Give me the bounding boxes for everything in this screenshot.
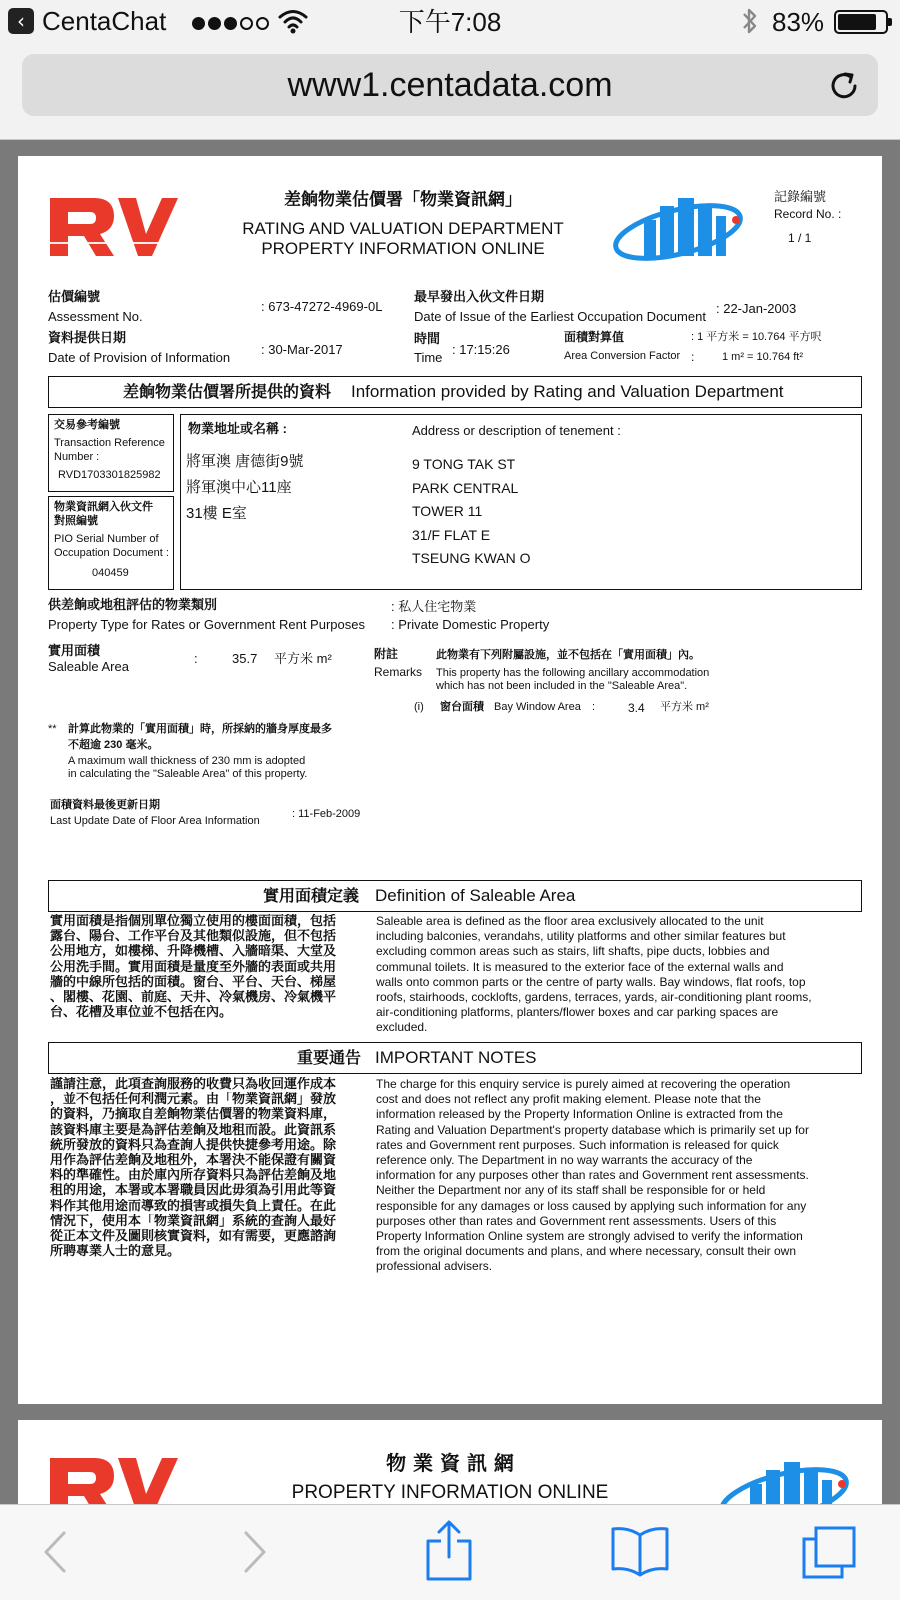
notes-line-zh: 料作其他用途而導致的損害或損失負上責任。在此 [50, 1198, 337, 1214]
property-type-value-en: : Private Domestic Property [391, 617, 550, 632]
address-line-en: 31/F FLAT E [412, 526, 491, 543]
notes-line-en: The charge for this enquiry service is purely aimed at recovering the operation [376, 1077, 791, 1091]
property-type-value-zh: : 私人住宅物業 [391, 599, 477, 614]
back-to-app-label[interactable]: CentaChat [42, 6, 167, 36]
area-conversion-label-en: Area Conversion Factor [564, 350, 681, 362]
info-section-title-en: Information provided by Rating and Valuation Department [351, 382, 784, 401]
bluetooth-icon [740, 6, 760, 36]
assessment-label-zh: 估價編號 [48, 289, 101, 304]
bay-window-unit: 平方米 m² [660, 701, 709, 713]
notes-line-en: Rating and Valuation Department's property database which is primarily set up for [376, 1122, 809, 1137]
pio-serial-label-zh-1: 物業資訊網入伙文件 [54, 501, 153, 513]
definition-line-zh: 、閣樓、花園、前庭、天井、冷氣機房、冷氣機平 [50, 990, 337, 1006]
url-text[interactable]: www1.centadata.com [287, 66, 613, 104]
address-label-zh: 物業地址或名稱 : [188, 421, 287, 436]
definition-line-en: communal toilets. It is measured to the exterior face of the external walls and [376, 959, 784, 974]
tabs-icon[interactable] [800, 1525, 858, 1581]
browser-address-area [0, 44, 900, 140]
header-title-en-1: RATING AND VALUATION DEPARTMENT [242, 219, 564, 238]
area-conversion-value-en: 1 m² = 10.764 ft² [722, 351, 804, 363]
definition-line-zh: 台、花槽及車位並不包括在內。 [50, 1005, 233, 1021]
time-label-zh: 時間 [414, 331, 441, 346]
notes-line-zh: ，並不包括任何利潤元素。由「物業資訊網」發放 [50, 1092, 337, 1108]
pio-serial-value: 040459 [92, 567, 129, 579]
notes-line-en: Neither the Department nor any of its staff shall be responsible for or held [376, 1183, 766, 1198]
last-update-value: : 11-Feb-2009 [292, 808, 361, 820]
notes-line-zh: 用作為評估差餉及地租外，本署決不能保證有關資 [50, 1153, 337, 1169]
time-value: : 17:15:26 [452, 342, 510, 357]
header-title-en-2: PROPERTY INFORMATION ONLINE [261, 239, 545, 258]
notes-line-zh: 該資料庫主要是為評估差餉及地租而設。此資訊系 [50, 1122, 337, 1138]
notes-text-en [376, 1077, 860, 1275]
notes-line-zh: 謹請注意，此項查詢服務的收費只為收回運作成本 [50, 1077, 337, 1092]
clock: 下午7:08 [398, 7, 502, 37]
definition-title-en: Definition of Saleable Area [375, 886, 576, 905]
forward-icon[interactable] [240, 1527, 270, 1577]
area-conversion-label-zh: 面積對算值 [564, 330, 625, 344]
provision-date-label-zh: 資料提供日期 [48, 330, 127, 345]
saleable-area-unit: 平方米 m² [274, 651, 332, 666]
transaction-label-en-1: Transaction Reference [54, 437, 165, 449]
transaction-label-zh: 交易參考編號 [54, 419, 120, 431]
definition-line-zh: 公用地方，如樓梯、升降機槽、入牆暗渠、大堂及 [50, 944, 337, 960]
earliest-occupation-value: : 22-Jan-2003 [716, 301, 797, 316]
wall-note-en-1: A maximum wall thickness of 230 mm is adopted [68, 755, 306, 767]
info-section-title-zh: 差餉物業估價署所提供的資料 [123, 382, 332, 401]
record-no-label-en: Record No. : [774, 207, 842, 221]
remarks-text-en-2: which has not been included in the "Saleable Area". [436, 680, 688, 692]
definition-line-en: including balconies, verandahs, utility platforms and other similar features but [376, 929, 786, 944]
browser-toolbar [0, 1504, 900, 1600]
definition-text-en [376, 914, 860, 1036]
definition-line-en: Saleable area is defined as the floor area exclusively allocated to the unit [376, 914, 764, 928]
last-update-label-zh: 面積資料最後更新日期 [50, 799, 160, 811]
saleable-area-label-zh: 實用面積 [48, 643, 101, 658]
notes-line-en: rates and Government rent purposes. Such information is released for quick [376, 1137, 779, 1152]
bay-window-label-en: Bay Window Area [494, 701, 581, 713]
bay-window-value: 3.4 [628, 701, 645, 715]
time-label-en: Time [414, 350, 443, 365]
bay-window-label-zh: 窗台面積 [440, 701, 484, 713]
pio-serial-label-en-2: Occupation Document : [54, 547, 169, 559]
reload-icon[interactable] [828, 70, 860, 102]
definition-line-zh: 露台、陽台、工作平台及其他類似設施，但不包括 [50, 929, 337, 945]
remarks-text-en-1: This property has the following ancillary accommodation [436, 667, 710, 679]
notes-text-zh [50, 1077, 368, 1259]
saleable-area-value: 35.7 [232, 651, 258, 666]
notes-line-zh: 租的用途，本署或本署職員因此毋須為引用此等資 [50, 1183, 337, 1199]
last-update-label-en: Last Update Date of Floor Area Information [50, 815, 260, 827]
notes-line-en: from the original documents and plans, and where necessary, consult their own [376, 1244, 797, 1259]
notes-line-en: Property Information Online system are strongly advised to verify the information [376, 1229, 803, 1244]
address-line-en: 9 TONG TAK ST [412, 456, 516, 472]
transaction-value: RVD1703301825982 [58, 469, 161, 481]
notes-line-en: reference only. The Department in no way warrants the accuracy of the [376, 1153, 753, 1168]
notes-line-en: responsible for any damages or loss caused by applying such information for any [376, 1198, 807, 1213]
saleable-area-colon: : [194, 651, 198, 666]
notes-title-zh: 重要通告 [297, 1048, 362, 1067]
info-section-bar [48, 376, 862, 408]
notes-line-en: information released by the Property Information Online is extracted from the [376, 1107, 783, 1122]
definition-section-bar [48, 880, 862, 912]
property-type-label-en: Property Type for Rates or Government Rent Purposes [48, 617, 365, 632]
definition-line-en: excluded. [376, 1020, 428, 1035]
page2-title-en: PROPERTY INFORMATION ONLINE [291, 1482, 609, 1503]
definition-title-zh: 實用面積定義 [263, 886, 360, 905]
address-bar[interactable] [22, 54, 878, 116]
saleable-area-label-en: Saleable Area [48, 659, 129, 674]
record-no-value: 1 / 1 [788, 231, 812, 245]
notes-line-en: purposes other than rates and Government rent assessments. Users of this [376, 1213, 777, 1228]
earliest-occupation-label-en: Date of Issue of the Earliest Occupation Document [414, 309, 706, 324]
remarks-label-en: Remarks [374, 665, 423, 679]
address-line-zh: 將軍澳 唐德街9號 [186, 453, 304, 470]
earliest-occupation-label-zh: 最早發出入伙文件日期 [414, 289, 545, 304]
notes-line-zh: 所聘專業人士的意見。 [50, 1244, 181, 1260]
address-line-en: TOWER 11 [412, 503, 483, 519]
notes-line-en: professional advisers. [376, 1259, 493, 1274]
pio-serial-label-zh-2: 對照編號 [54, 515, 98, 527]
transaction-label-en-2: Number : [54, 451, 100, 463]
bookmarks-icon[interactable] [610, 1525, 670, 1577]
back-to-app-icon[interactable]: ‹ [8, 8, 34, 34]
battery-percent: 83% [772, 7, 825, 37]
wall-note-zh-1: 計算此物業的「實用面積」時，所採納的牆身厚度最多 [68, 723, 332, 735]
address-line-en: PARK CENTRAL [412, 479, 519, 496]
pio-logo [612, 186, 752, 262]
notes-line-zh: 料的準確性。由於庫內所存資料只為評估差餉及地 [50, 1168, 337, 1184]
definition-line-zh: 公用洗手間。實用面積是量度至外牆的表面或共用 [50, 959, 337, 975]
notes-line-en: cost and does not reflect any profit making element. Please note that the [376, 1092, 761, 1107]
wall-note-en-2: in calculating the "Saleable Area" of this property. [68, 768, 308, 780]
assessment-value: : 673-47272-4969-0L [261, 299, 383, 314]
address-line-en: TSEUNG KWAN O [412, 550, 531, 566]
definition-line-en: walls onto common parts or the centre of party walls. Bay windows, flat roofs, top [376, 974, 806, 989]
definition-line-zh: 實用面積是指個別單位獨立使用的樓面面積，包括 [50, 914, 337, 929]
remarks-label-zh: 附註 [374, 647, 399, 661]
property-type-label-zh: 供差餉或地租評估的物業類別 [48, 597, 218, 612]
wall-note-zh-2: 不超逾 230 毫米。 [68, 739, 159, 751]
record-no-label-zh: 記錄編號 [774, 189, 827, 204]
notes-line-zh: 統所發放的資料只為查詢人提供快捷參考用途。除 [50, 1137, 337, 1153]
provision-date-label-en: Date of Provision of Information [48, 350, 231, 365]
bay-window-colon: : [592, 701, 596, 713]
back-icon[interactable] [40, 1527, 70, 1577]
remarks-item-number: (i) [414, 701, 424, 713]
share-icon[interactable] [424, 1519, 474, 1583]
pio-serial-label-en-1: PIO Serial Number of [54, 533, 159, 545]
notes-line-en: information for any purposes other than rates and Government rent assessments. [376, 1168, 809, 1183]
area-conversion-colon: : [691, 350, 695, 364]
definition-line-zh: 牆的中線所包括的面積。窗台、平台、天台、梯屋 [50, 974, 337, 990]
page2-title-zh: 物 業 資 訊 網 [386, 1451, 514, 1475]
definition-line-en: roofs, stairhoods, cocklofts, gardens, terraces, yards, air-conditioning plant rooms, [376, 990, 812, 1005]
notes-line-zh: 的資料，乃摘取自差餉物業估價署的物業資料庫， [50, 1107, 337, 1123]
assessment-label-en: Assessment No. [48, 309, 143, 324]
definition-line-en: excluding common areas such as stairs, lift shafts, pipe ducts, lobbies and [376, 944, 770, 959]
definition-text-zh [50, 914, 368, 1020]
status-bar [0, 0, 900, 44]
wall-note-marker: ** [48, 723, 57, 735]
remarks-text-zh: 此物業有下列附屬設施，並不包括在「實用面積」內。 [436, 649, 700, 661]
notes-section-bar [48, 1042, 862, 1074]
provision-date-value: : 30-Mar-2017 [261, 342, 343, 357]
address-line-zh: 將軍澳中心11座 [186, 479, 292, 496]
notes-line-zh: 情況下，使用本「物業資訊網」系統的查詢人最好 [50, 1213, 337, 1229]
address-line-zh: 31樓 E室 [186, 505, 247, 522]
notes-line-zh: 從正本文件及圖則核實資料，如有需要，更應諮詢 [50, 1229, 337, 1245]
battery-icon [834, 10, 888, 34]
address-label-en: Address or description of tenement : [412, 423, 621, 438]
document-page [18, 156, 882, 1404]
area-conversion-value-zh: : 1 平方米 = 10.764 平方呎 [691, 331, 822, 343]
header-title-zh: 差餉物業估價署「物業資訊網」 [284, 190, 522, 210]
notes-title-en: IMPORTANT NOTES [375, 1048, 537, 1067]
definition-line-en: air-conditioning platforms, planters/flower boxes and car parking spaces are [376, 1005, 779, 1020]
